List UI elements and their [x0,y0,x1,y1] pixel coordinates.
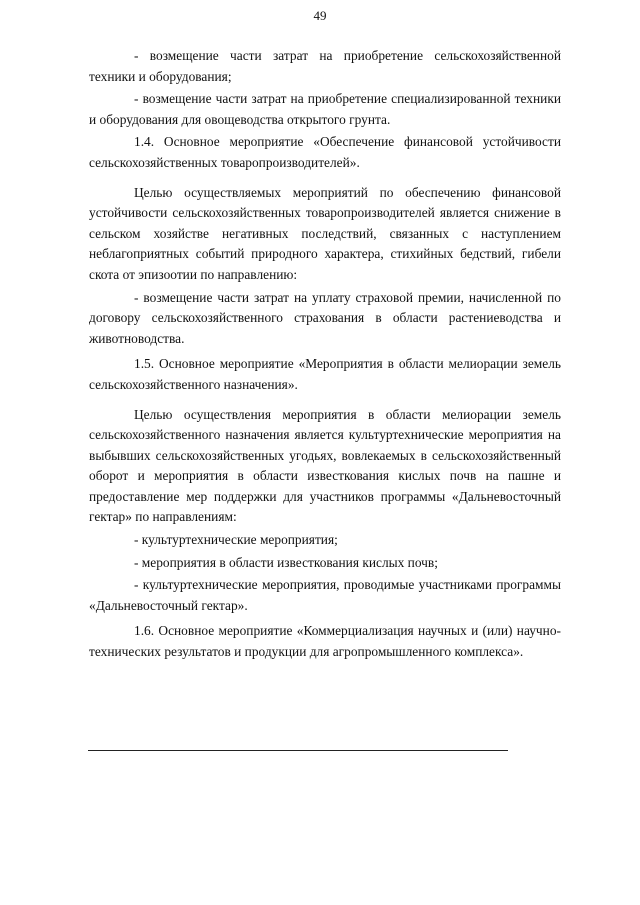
document-body [89,46,561,663]
paragraph-vegetable-machinery-costs: - возмещение части затрат на приобретение специализированной техники и оборудования для овощеводства открытого грунта. [89,91,561,127]
list-item-liming: - мероприятия в области известкования кислых почв; [134,554,438,570]
list-item-cultural-technical: - культуртехнические мероприятия; [134,532,338,548]
paragraph-insurance-premium: - возмещение части затрат на уплату страховой премии, начисленной по договору сельскохозяйственного страхования в области растениеводства и животноводства. [89,289,561,346]
footnote-separator-line [88,750,508,751]
page-number: 49 [313,8,327,23]
paragraph-machinery-costs: - возмещение части затрат на приобретение сельскохозяйственной техники и оборудования; [89,48,561,84]
paragraph-section-1-4-goal: Целью осуществляемых мероприятий по обеспечению финансовой устойчивости сельскохозяйственных товаропроизводителей является снижение в сельском хозяйстве негативных последствий, связанных с наступлением неблагоприятных событий природного характера, стихийных бедствий, гибели скота от эпизоотии по направлению: [89,184,561,282]
list-item-far-east-hectare: - культуртехнические мероприятия, проводимые участниками программы «Дальневосточный гектар». [89,577,561,613]
paragraph-section-1-5-goal: Целью осуществления мероприятия в области мелиорации земель сельскохозяйственного назначения является культуртехнические мероприятия на выбывших сельскохозяйственных угодьях, вовлекаемых в сельскохозяйственный оборот и мероприятия в области известкования кислых почв на пашне и предоставление мер поддержки для участников программы «Дальневосточный гектар» по направлениям: [89,406,561,525]
paragraph-section-1-6-heading: 1.6. Основное мероприятие «Коммерциализация научных и (или) научно-технических результатов и продукции для агропромышленного комплекса». [89,623,561,660]
paragraph-section-1-4-heading: 1.4. Основное мероприятие «Обеспечение финансовой устойчивости сельскохозяйственных товаропроизводителей». [89,134,561,170]
paragraph-section-1-5-heading: 1.5. Основное мероприятие «Мероприятия в области мелиорации земель сельскохозяйственного назначения». [89,356,561,392]
